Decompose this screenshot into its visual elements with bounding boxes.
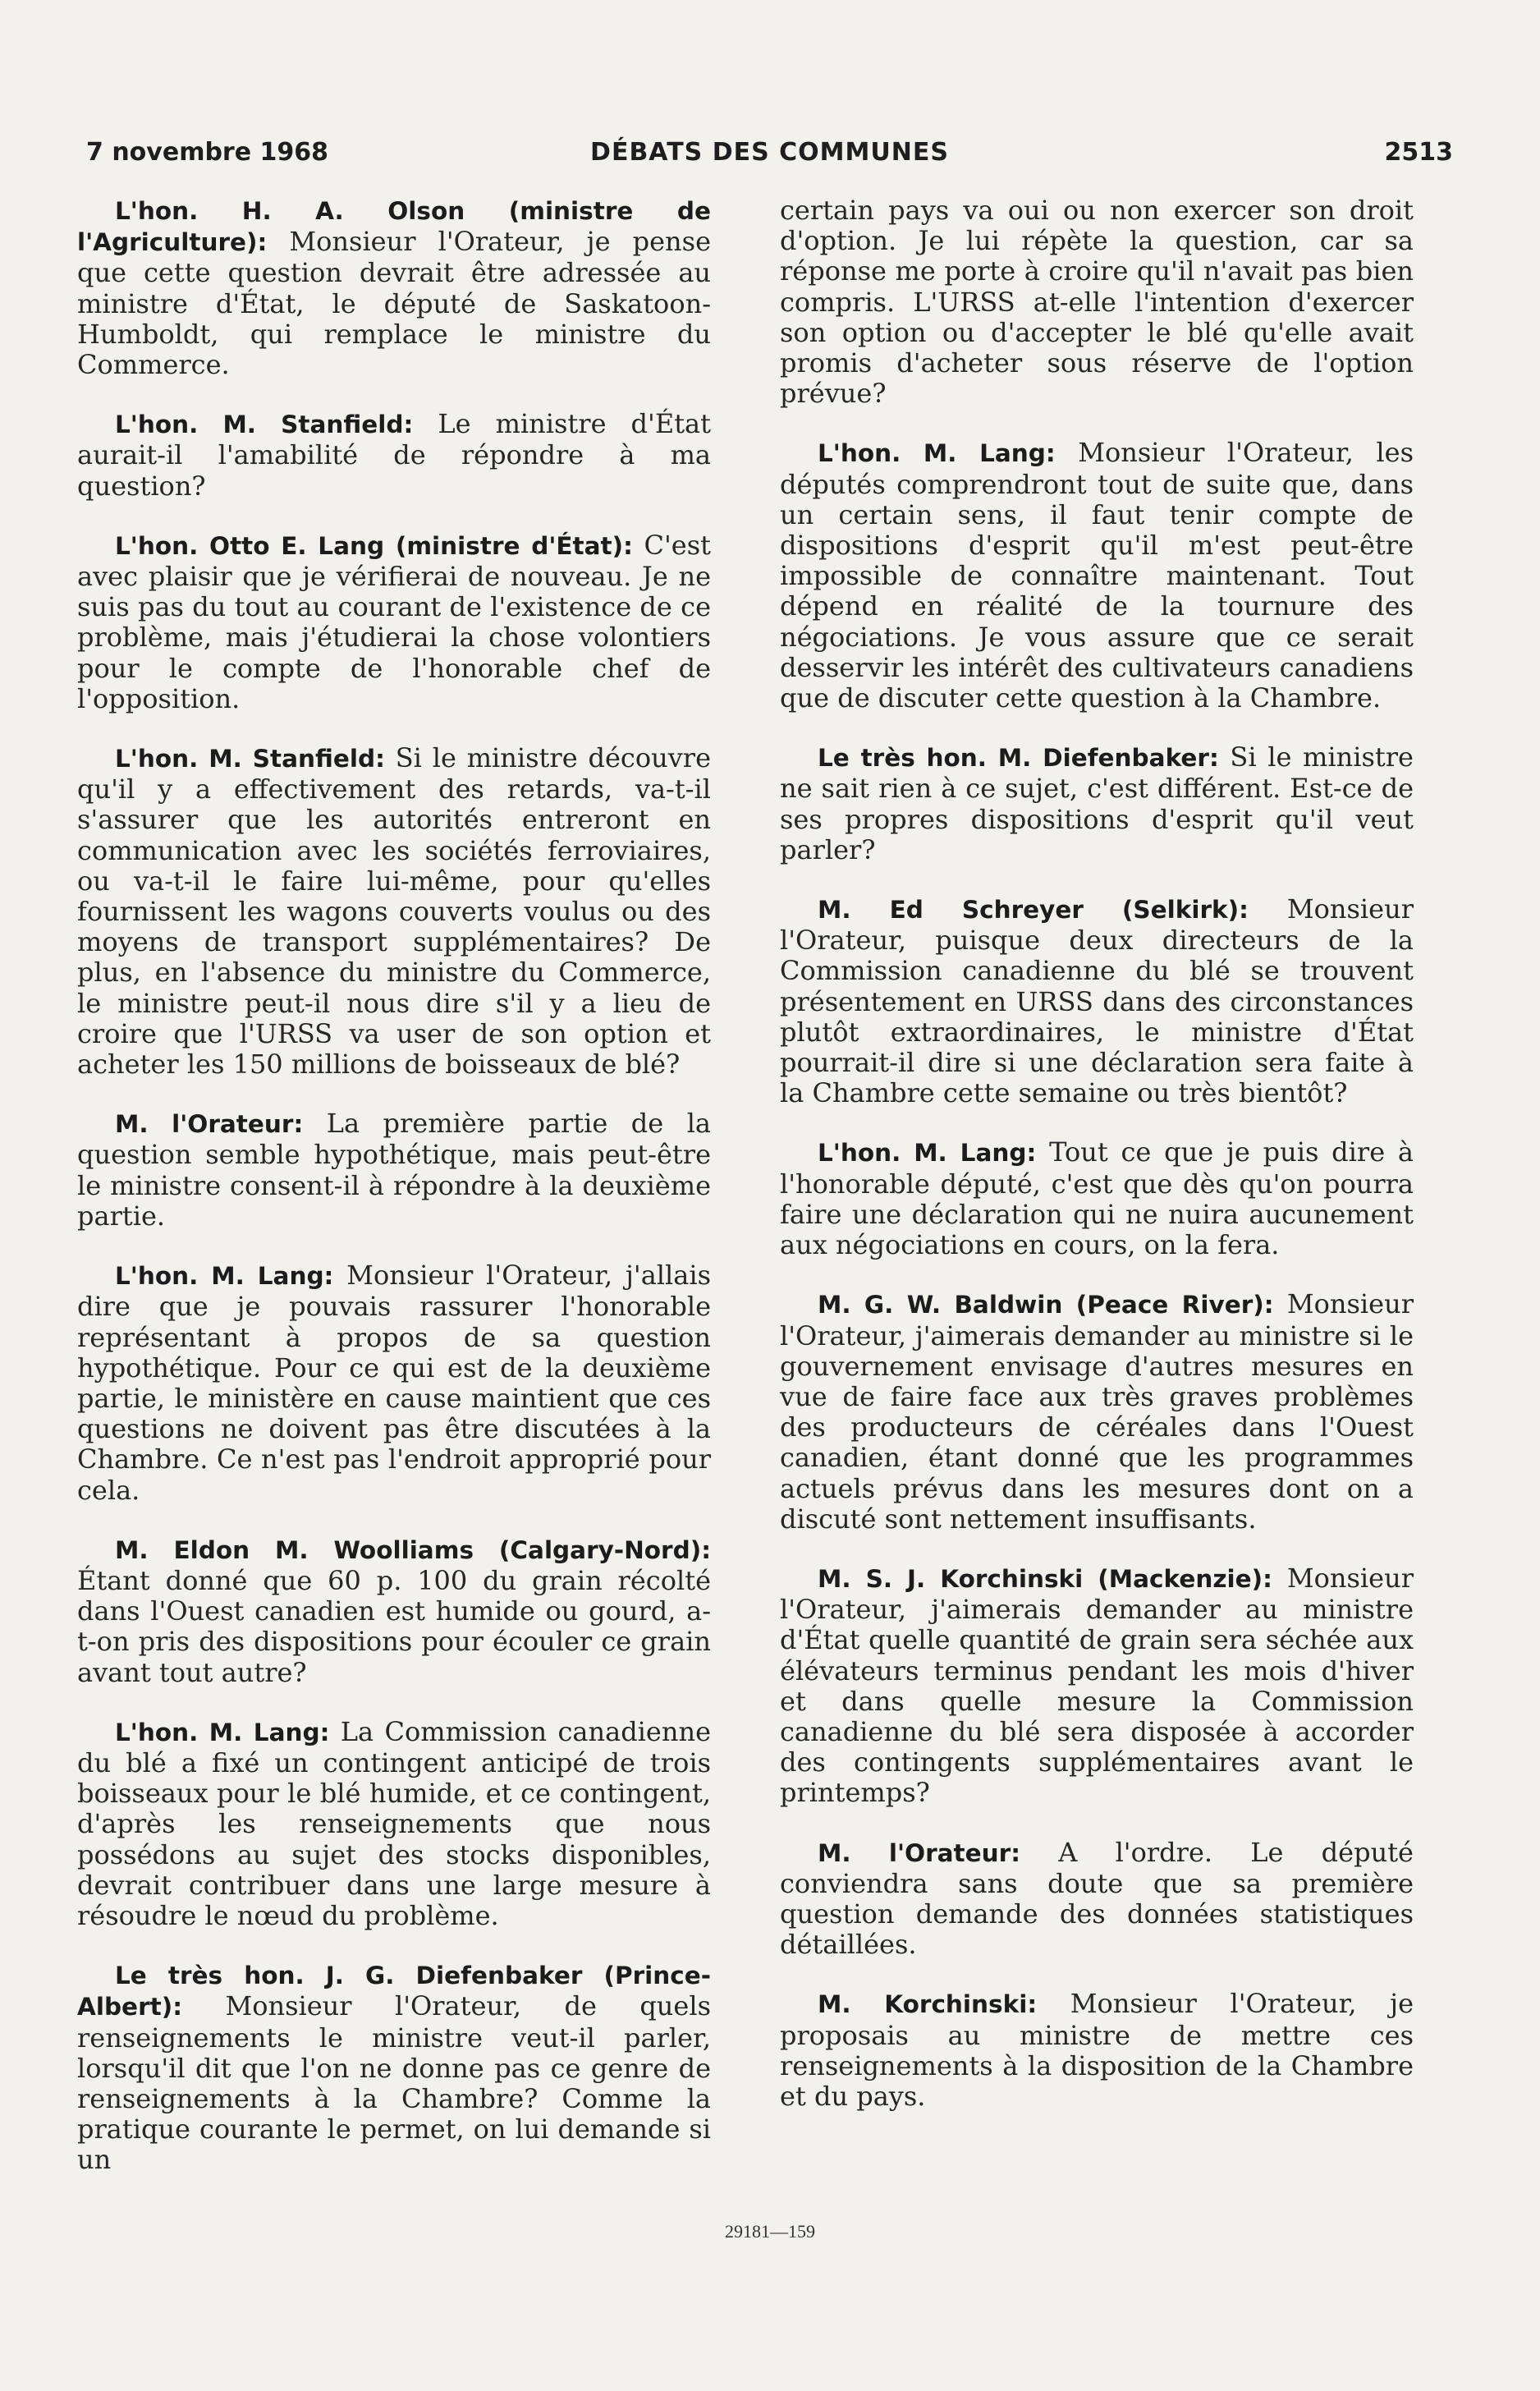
speech-text: Étant donné que 60 p. 100 du grain récolté dans l'Ouest canadien est humide ou gourd, a-t-on pris des dispositions pour écouler ce grain avant tout autre?	[77, 1564, 711, 1688]
debate-paragraph-continued	[780, 195, 1414, 409]
speaker-name: Le très hon. M. Diefenbaker:	[818, 744, 1219, 773]
debate-paragraph	[780, 1838, 1414, 1961]
debate-paragraph	[77, 1535, 711, 1688]
speaker-name: L'hon. Otto E. Lang (ministre d'État):	[115, 531, 633, 560]
speech-text: certain pays va oui ou non exercer son droit d'option. Je lui répète la question, car sa réponse me porte à croire qu'il n'avait pas bien compris. L'URSS at-elle l'intention d'exercer son option ou d'accepter le blé qu'elle avait promis d'acheter sous réserve de l'option prévue?	[780, 195, 1414, 410]
speaker-name: Le très hon. J. G. Diefenbaker (Prince-Albert):	[77, 1962, 711, 2022]
speech-text: Monsieur l'Orateur, de quels renseignements le ministre veut-il parler, lorsqu'il dit que l'on ne donne pas ce genre de renseignements à la Chambre? Comme la pratique courante le permet, on lui demande si un	[77, 1990, 711, 2176]
speech-text: C'est avec plaisir que je vérifierai de nouveau. Je ne suis pas du tout au courant de l'existence de ce problème, mais j'étudierai la chose volontiers pour le compte de l'honorable chef de l'opposition.	[77, 529, 711, 714]
speaker-name: M. Ed Schreyer (Selkirk):	[818, 896, 1249, 925]
debate-paragraph	[77, 1260, 711, 1506]
speech-text: Monsieur l'Orateur, j'allais dire que je pouvais rassurer l'honorable représentant à propos de sa question hypothétique. Pour ce qui est de la deuxième partie, le ministère en cause maintient que ces questions ne doivent pas être discutées à la Chambre. Ce n'est pas l'endroit approprié pour cela.	[77, 1260, 712, 1506]
debate-paragraph	[77, 743, 711, 1080]
speaker-name: M. G. W. Baldwin (Peace River):	[818, 1291, 1274, 1319]
header-title: DÉBATS DES COMMUNES	[590, 138, 949, 167]
speaker-name: M. Eldon M. Woolliams (Calgary-Nord):	[115, 1535, 711, 1564]
page-number: 2513	[1384, 138, 1453, 167]
debate-paragraph	[77, 1717, 711, 1931]
speaker-name: L'hon. M. Lang:	[818, 439, 1056, 468]
speech-text: Monsieur l'Orateur, les députés comprendront tout de suite que, dans un certain sens, il faut tenir compte de dispositions d'esprit qu'il m'est peut-être impossible de connaître maintenant. Tout dépend en réalité de la tournure des négociations. Je vous assure que ce serait desservir les intérêt des cultivateurs canadiens que de discuter cette question à la Chambre.	[780, 437, 1414, 714]
page-header	[86, 138, 1453, 179]
speech-text: Tout ce que je puis dire à l'honorable député, c'est que dès qu'on pourra faire une déclaration qui ne nuira aucunement aux négociations en cours, on la fera.	[780, 1136, 1414, 1261]
speech-text: Le ministre d'État aurait-il l'amabilité de répondre à ma question?	[77, 408, 711, 502]
speech-text: Si le ministre découvre qu'il y a effectivement des retards, va-t-il s'assurer que les autorités entreront en communication avec les sociétés ferroviaires, ou va-t-il le faire lui-même, pour qu'elles fournissent les wagons couverts voulus ou des moyens de transport supplémentaires? De plus, en l'absence du ministre du Commerce, le ministre peut-il nous dire s'il y a lieu de croire que l'URSS va user de son option et acheter les 150 millions de boisseaux de blé?	[77, 742, 711, 1081]
debate-paragraph	[780, 438, 1414, 714]
speech-text: Monsieur l'Orateur, je proposais au ministre de mettre ces renseignements à la disposition de la Chambre et du pays.	[780, 1988, 1414, 2112]
debate-paragraph	[77, 1960, 711, 2175]
speaker-name: L'hon. M. Lang:	[115, 1718, 330, 1746]
speech-text: Monsieur l'Orateur, j'aimerais demander au ministre d'État quelle quantité de grain sera séchée aux élévateurs terminus pendant les mois d'hiver et dans quelle mesure la Commission canadienne du blé sera disposée à accorder des contingents supplémentaires avant le printemps?	[780, 1562, 1414, 1809]
debate-paragraph	[77, 409, 711, 502]
speech-text: A l'ordre. Le député conviendra sans doute que sa première question demande des données statistiques détaillées.	[780, 1836, 1414, 1961]
speaker-name: L'hon. M. Lang:	[818, 1139, 1037, 1168]
debate-paragraph	[780, 742, 1414, 865]
speech-text: Si le ministre ne sait rien à ce sujet, c'est différent. Est-ce de ses propres dispositions d'esprit qu'il veut parler?	[780, 741, 1414, 865]
speaker-name: L'hon. M. Lang:	[115, 1262, 334, 1291]
debate-paragraph	[780, 894, 1414, 1108]
speech-text: Monsieur l'Orateur, je pense que cette question devrait être adressée au ministre d'État, le député de Saskatoon-Humboldt, qui remplace le ministre du Commerce.	[77, 226, 711, 381]
debate-paragraph	[77, 1108, 711, 1232]
speaker-name: M. S. J. Korchinski (Mackenzie):	[818, 1564, 1272, 1593]
speaker-name: L'hon. H. A. Olson (ministre de l'Agriculture):	[77, 197, 711, 257]
debate-paragraph	[780, 1563, 1414, 1809]
speech-text: Monsieur l'Orateur, j'aimerais demander au ministre si le gouvernement envisage d'autres mesures en vue de faire face aux très graves problèmes des producteurs de céréales dans l'Ouest canadien, étant donné que les programmes actuels prévus dans les mesures dont on a discuté sont nettement insuffisants.	[780, 1288, 1414, 1535]
debate-paragraph	[780, 1137, 1414, 1260]
right-column	[780, 195, 1414, 2141]
debate-paragraph	[780, 1989, 1414, 2112]
debate-paragraph	[77, 530, 711, 714]
footer-code: 29181—159	[725, 2221, 815, 2242]
speech-text: La première partie de la question semble hypothétique, mais peut-être le ministre consent-il à répondre à la deuxième partie.	[77, 1108, 712, 1232]
debate-paragraph	[780, 1289, 1414, 1535]
speech-text: Monsieur l'Orateur, puisque deux directeurs de la Commission canadienne du blé se trouvent présentement en URSS dans des circonstances plutôt extraordinaires, le ministre d'État pourrait-il dire si une déclaration sera faite à la Chambre cette semaine ou très bientôt?	[780, 893, 1414, 1109]
speaker-name: M. Korchinski:	[818, 1990, 1038, 2019]
speaker-name: L'hon. M. Stanfield:	[115, 745, 385, 773]
speech-text: La Commission canadienne du blé a fixé un contingent anticipé de trois boisseaux pour le blé humide, et ce contingent, d'après les renseignements que nous possédons au sujet des stocks disponibles, devrait contribuer dans une large mesure à résoudre le nœud du problème.	[77, 1715, 712, 1931]
left-column	[77, 195, 711, 2205]
debate-paragraph	[77, 195, 711, 380]
header-date: 7 novembre 1968	[86, 138, 329, 167]
speaker-name: M. l'Orateur:	[818, 1838, 1021, 1867]
speaker-name: M. l'Orateur:	[115, 1110, 304, 1139]
speaker-name: L'hon. M. Stanfield:	[115, 411, 414, 439]
